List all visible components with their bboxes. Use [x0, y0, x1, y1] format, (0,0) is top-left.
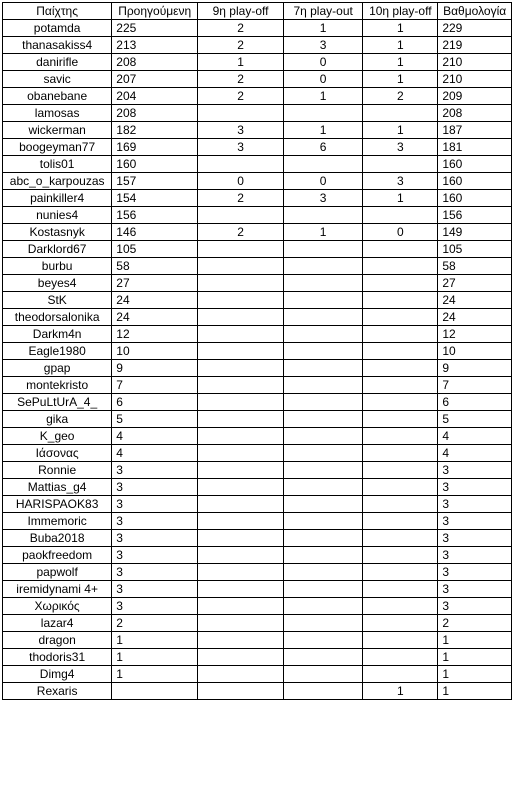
cell-previous: 169: [112, 139, 198, 156]
table-row: [3, 530, 512, 547]
cell-previous: 160: [112, 156, 198, 173]
cell-player: Kostasnyk: [3, 224, 112, 241]
cell-player: obanebane: [3, 88, 112, 105]
cell-player: wickerman: [3, 122, 112, 139]
table-row: [3, 462, 512, 479]
cell-7th-playout: [283, 479, 362, 496]
cell-player: boogeyman77: [3, 139, 112, 156]
cell-player: Mattias_g4: [3, 479, 112, 496]
cell-9th-playoff: [198, 462, 284, 479]
cell-previous: 3: [112, 547, 198, 564]
header-player: Παίχτης: [3, 3, 112, 20]
cell-9th-playoff: [198, 105, 284, 122]
cell-10th-playoff: [363, 292, 438, 309]
cell-10th-playoff: [363, 496, 438, 513]
cell-standings: 149: [438, 224, 512, 241]
cell-player: gpap: [3, 360, 112, 377]
cell-standings: 3: [438, 479, 512, 496]
cell-7th-playout: [283, 462, 362, 479]
header-9th-playoff: 9η play-off: [198, 3, 284, 20]
cell-10th-playoff: [363, 428, 438, 445]
cell-10th-playoff: [363, 411, 438, 428]
table-row: [3, 292, 512, 309]
cell-player: Ronnie: [3, 462, 112, 479]
cell-9th-playoff: 2: [198, 37, 284, 54]
cell-standings: 160: [438, 173, 512, 190]
cell-7th-playout: [283, 530, 362, 547]
cell-10th-playoff: 1: [363, 37, 438, 54]
cell-10th-playoff: [363, 207, 438, 224]
table-row: [3, 666, 512, 683]
cell-previous: 2: [112, 615, 198, 632]
cell-9th-playoff: [198, 241, 284, 258]
cell-player: abc_o_karpouzas: [3, 173, 112, 190]
table-row: [3, 445, 512, 462]
cell-10th-playoff: [363, 156, 438, 173]
cell-9th-playoff: [198, 666, 284, 683]
cell-9th-playoff: 2: [198, 224, 284, 241]
cell-9th-playoff: [198, 411, 284, 428]
cell-previous: 7: [112, 377, 198, 394]
cell-previous: 157: [112, 173, 198, 190]
cell-10th-playoff: [363, 309, 438, 326]
table-row: [3, 683, 512, 700]
cell-standings: 187: [438, 122, 512, 139]
table-row: [3, 37, 512, 54]
cell-previous: 10: [112, 343, 198, 360]
cell-10th-playoff: 3: [363, 173, 438, 190]
header-previous: Προηγούμενη: [112, 3, 198, 20]
cell-previous: 156: [112, 207, 198, 224]
cell-7th-playout: [283, 445, 362, 462]
cell-9th-playoff: [198, 207, 284, 224]
cell-player: beyes4: [3, 275, 112, 292]
cell-9th-playoff: [198, 598, 284, 615]
cell-10th-playoff: [363, 615, 438, 632]
cell-standings: 160: [438, 190, 512, 207]
cell-standings: 5: [438, 411, 512, 428]
cell-standings: 3: [438, 530, 512, 547]
table-row: [3, 615, 512, 632]
cell-standings: 210: [438, 54, 512, 71]
table-row: [3, 54, 512, 71]
cell-7th-playout: [283, 683, 362, 700]
cell-previous: 105: [112, 241, 198, 258]
cell-player: Rexaris: [3, 683, 112, 700]
cell-9th-playoff: 2: [198, 71, 284, 88]
cell-7th-playout: [283, 598, 362, 615]
cell-previous: 3: [112, 496, 198, 513]
cell-player: papwolf: [3, 564, 112, 581]
cell-player: StK: [3, 292, 112, 309]
cell-player: Eagle1980: [3, 343, 112, 360]
table-row: [3, 156, 512, 173]
cell-9th-playoff: [198, 343, 284, 360]
cell-7th-playout: 1: [283, 88, 362, 105]
cell-previous: 1: [112, 666, 198, 683]
cell-7th-playout: [283, 547, 362, 564]
table-row: [3, 139, 512, 156]
cell-10th-playoff: [363, 360, 438, 377]
table-row: [3, 258, 512, 275]
table-row: [3, 581, 512, 598]
cell-standings: 6: [438, 394, 512, 411]
table-row: [3, 411, 512, 428]
table-row: [3, 105, 512, 122]
cell-9th-playoff: [198, 683, 284, 700]
cell-7th-playout: [283, 428, 362, 445]
cell-9th-playoff: 1: [198, 54, 284, 71]
cell-7th-playout: [283, 309, 362, 326]
cell-10th-playoff: [363, 598, 438, 615]
table-row: [3, 649, 512, 666]
table-row: [3, 173, 512, 190]
table-row: [3, 224, 512, 241]
cell-7th-playout: [283, 258, 362, 275]
cell-previous: 3: [112, 581, 198, 598]
cell-7th-playout: [283, 275, 362, 292]
cell-standings: 3: [438, 598, 512, 615]
cell-previous: 3: [112, 530, 198, 547]
cell-previous: 9: [112, 360, 198, 377]
cell-10th-playoff: [363, 666, 438, 683]
cell-standings: 1: [438, 649, 512, 666]
cell-9th-playoff: [198, 479, 284, 496]
cell-10th-playoff: 3: [363, 139, 438, 156]
cell-7th-playout: 1: [283, 20, 362, 37]
cell-9th-playoff: [198, 275, 284, 292]
cell-10th-playoff: [363, 564, 438, 581]
cell-10th-playoff: 1: [363, 54, 438, 71]
cell-7th-playout: 0: [283, 71, 362, 88]
cell-10th-playoff: [363, 258, 438, 275]
cell-player: Darkm4n: [3, 326, 112, 343]
cell-10th-playoff: [363, 462, 438, 479]
cell-9th-playoff: 2: [198, 190, 284, 207]
cell-10th-playoff: 1: [363, 122, 438, 139]
cell-standings: 181: [438, 139, 512, 156]
cell-player: Darklord67: [3, 241, 112, 258]
cell-player: K_geo: [3, 428, 112, 445]
table-row: [3, 309, 512, 326]
cell-standings: 219: [438, 37, 512, 54]
cell-previous: 3: [112, 479, 198, 496]
cell-standings: 9: [438, 360, 512, 377]
cell-10th-playoff: [363, 241, 438, 258]
cell-10th-playoff: [363, 445, 438, 462]
cell-previous: 207: [112, 71, 198, 88]
cell-previous: 204: [112, 88, 198, 105]
cell-standings: 3: [438, 496, 512, 513]
cell-7th-playout: [283, 360, 362, 377]
cell-9th-playoff: [198, 258, 284, 275]
cell-standings: 10: [438, 343, 512, 360]
cell-10th-playoff: 1: [363, 683, 438, 700]
cell-previous: 182: [112, 122, 198, 139]
cell-10th-playoff: 1: [363, 190, 438, 207]
cell-9th-playoff: [198, 496, 284, 513]
cell-player: nunies4: [3, 207, 112, 224]
table-row: [3, 632, 512, 649]
cell-7th-playout: [283, 581, 362, 598]
cell-player: Χωρικός: [3, 598, 112, 615]
header-row: [3, 3, 512, 20]
cell-7th-playout: 1: [283, 224, 362, 241]
cell-previous: 208: [112, 105, 198, 122]
cell-previous: 1: [112, 649, 198, 666]
cell-standings: 160: [438, 156, 512, 173]
cell-10th-playoff: 2: [363, 88, 438, 105]
cell-7th-playout: [283, 649, 362, 666]
cell-10th-playoff: [363, 632, 438, 649]
cell-standings: 1: [438, 683, 512, 700]
cell-previous: 12: [112, 326, 198, 343]
cell-previous: 3: [112, 564, 198, 581]
cell-standings: 208: [438, 105, 512, 122]
cell-7th-playout: 1: [283, 122, 362, 139]
cell-standings: 58: [438, 258, 512, 275]
cell-player: SePuLtUrA_4_: [3, 394, 112, 411]
cell-previous: 146: [112, 224, 198, 241]
cell-standings: 105: [438, 241, 512, 258]
cell-9th-playoff: [198, 445, 284, 462]
cell-7th-playout: [283, 292, 362, 309]
cell-7th-playout: [283, 513, 362, 530]
cell-previous: 4: [112, 445, 198, 462]
cell-7th-playout: [283, 105, 362, 122]
cell-standings: 3: [438, 547, 512, 564]
cell-9th-playoff: 2: [198, 20, 284, 37]
cell-player: Ιάσονας: [3, 445, 112, 462]
table-row: [3, 377, 512, 394]
cell-10th-playoff: [363, 377, 438, 394]
cell-7th-playout: [283, 496, 362, 513]
cell-9th-playoff: [198, 547, 284, 564]
cell-player: lamosas: [3, 105, 112, 122]
cell-previous: 225: [112, 20, 198, 37]
cell-7th-playout: 3: [283, 37, 362, 54]
cell-player: HARISPAOK83: [3, 496, 112, 513]
cell-player: burbu: [3, 258, 112, 275]
cell-player: painkiller4: [3, 190, 112, 207]
cell-player: Buba2018: [3, 530, 112, 547]
table-row: [3, 207, 512, 224]
cell-10th-playoff: [363, 479, 438, 496]
cell-9th-playoff: [198, 615, 284, 632]
cell-9th-playoff: [198, 394, 284, 411]
table-row: [3, 275, 512, 292]
cell-standings: 24: [438, 309, 512, 326]
cell-previous: 24: [112, 292, 198, 309]
cell-player: thodoris31: [3, 649, 112, 666]
cell-7th-playout: [283, 377, 362, 394]
standings-table: [2, 2, 512, 700]
cell-9th-playoff: 0: [198, 173, 284, 190]
cell-7th-playout: [283, 564, 362, 581]
cell-10th-playoff: [363, 105, 438, 122]
cell-10th-playoff: [363, 513, 438, 530]
cell-previous: 5: [112, 411, 198, 428]
cell-7th-playout: [283, 343, 362, 360]
cell-previous: 27: [112, 275, 198, 292]
cell-previous: 4: [112, 428, 198, 445]
cell-player: Dimg4: [3, 666, 112, 683]
cell-9th-playoff: 3: [198, 139, 284, 156]
cell-9th-playoff: [198, 360, 284, 377]
cell-10th-playoff: [363, 530, 438, 547]
cell-player: dragon: [3, 632, 112, 649]
cell-9th-playoff: [198, 632, 284, 649]
cell-9th-playoff: [198, 581, 284, 598]
cell-9th-playoff: [198, 309, 284, 326]
cell-7th-playout: [283, 156, 362, 173]
cell-9th-playoff: 3: [198, 122, 284, 139]
cell-standings: 3: [438, 564, 512, 581]
cell-10th-playoff: [363, 275, 438, 292]
cell-player: thanasakiss4: [3, 37, 112, 54]
cell-10th-playoff: [363, 394, 438, 411]
cell-previous: 24: [112, 309, 198, 326]
cell-player: iremidynami 4+: [3, 581, 112, 598]
cell-7th-playout: 0: [283, 173, 362, 190]
table-row: [3, 360, 512, 377]
cell-7th-playout: [283, 326, 362, 343]
table-row: [3, 88, 512, 105]
cell-7th-playout: [283, 394, 362, 411]
table-row: [3, 241, 512, 258]
cell-previous: 154: [112, 190, 198, 207]
table-row: [3, 564, 512, 581]
table-row: [3, 513, 512, 530]
cell-previous: [112, 683, 198, 700]
cell-9th-playoff: [198, 649, 284, 666]
cell-7th-playout: [283, 241, 362, 258]
cell-standings: 3: [438, 462, 512, 479]
cell-10th-playoff: [363, 547, 438, 564]
cell-previous: 3: [112, 462, 198, 479]
table-row: [3, 547, 512, 564]
cell-7th-playout: [283, 615, 362, 632]
cell-player: paokfreedom: [3, 547, 112, 564]
cell-player: lazar4: [3, 615, 112, 632]
cell-standings: 4: [438, 445, 512, 462]
table-row: [3, 496, 512, 513]
cell-7th-playout: [283, 666, 362, 683]
cell-10th-playoff: [363, 649, 438, 666]
cell-9th-playoff: [198, 156, 284, 173]
table-row: [3, 122, 512, 139]
cell-previous: 3: [112, 598, 198, 615]
table-row: [3, 479, 512, 496]
cell-standings: 1: [438, 666, 512, 683]
cell-previous: 3: [112, 513, 198, 530]
cell-10th-playoff: 0: [363, 224, 438, 241]
cell-7th-playout: 6: [283, 139, 362, 156]
cell-player: potamda: [3, 20, 112, 37]
cell-standings: 1: [438, 632, 512, 649]
cell-10th-playoff: 1: [363, 71, 438, 88]
cell-standings: 209: [438, 88, 512, 105]
cell-9th-playoff: [198, 292, 284, 309]
cell-7th-playout: [283, 207, 362, 224]
header-10th-playoff: 10η play-off: [363, 3, 438, 20]
cell-previous: 208: [112, 54, 198, 71]
header-standings: Βαθμολογία: [438, 3, 512, 20]
table-row: [3, 71, 512, 88]
cell-standings: 24: [438, 292, 512, 309]
cell-9th-playoff: [198, 326, 284, 343]
cell-previous: 213: [112, 37, 198, 54]
table-row: [3, 598, 512, 615]
cell-player: tolis01: [3, 156, 112, 173]
cell-standings: 4: [438, 428, 512, 445]
cell-player: Immemoric: [3, 513, 112, 530]
cell-9th-playoff: [198, 513, 284, 530]
header-7th-playout: 7η play-out: [283, 3, 362, 20]
cell-10th-playoff: [363, 581, 438, 598]
cell-standings: 2: [438, 615, 512, 632]
table-row: [3, 190, 512, 207]
cell-10th-playoff: [363, 343, 438, 360]
cell-7th-playout: 3: [283, 190, 362, 207]
cell-standings: 156: [438, 207, 512, 224]
cell-player: savic: [3, 71, 112, 88]
cell-9th-playoff: [198, 428, 284, 445]
cell-player: gika: [3, 411, 112, 428]
cell-9th-playoff: [198, 530, 284, 547]
cell-standings: 27: [438, 275, 512, 292]
cell-standings: 229: [438, 20, 512, 37]
cell-previous: 6: [112, 394, 198, 411]
cell-player: montekristo: [3, 377, 112, 394]
cell-7th-playout: [283, 632, 362, 649]
cell-previous: 58: [112, 258, 198, 275]
cell-9th-playoff: [198, 564, 284, 581]
cell-previous: 1: [112, 632, 198, 649]
table-row: [3, 326, 512, 343]
cell-standings: 3: [438, 581, 512, 598]
cell-9th-playoff: 2: [198, 88, 284, 105]
table-row: [3, 343, 512, 360]
cell-10th-playoff: 1: [363, 20, 438, 37]
cell-player: danirifle: [3, 54, 112, 71]
cell-player: theodorsalonika: [3, 309, 112, 326]
table-row: [3, 428, 512, 445]
table-row: [3, 20, 512, 37]
table-row: [3, 394, 512, 411]
cell-standings: 7: [438, 377, 512, 394]
cell-standings: 210: [438, 71, 512, 88]
cell-standings: 12: [438, 326, 512, 343]
cell-7th-playout: 0: [283, 54, 362, 71]
cell-10th-playoff: [363, 326, 438, 343]
cell-7th-playout: [283, 411, 362, 428]
cell-9th-playoff: [198, 377, 284, 394]
cell-standings: 3: [438, 513, 512, 530]
